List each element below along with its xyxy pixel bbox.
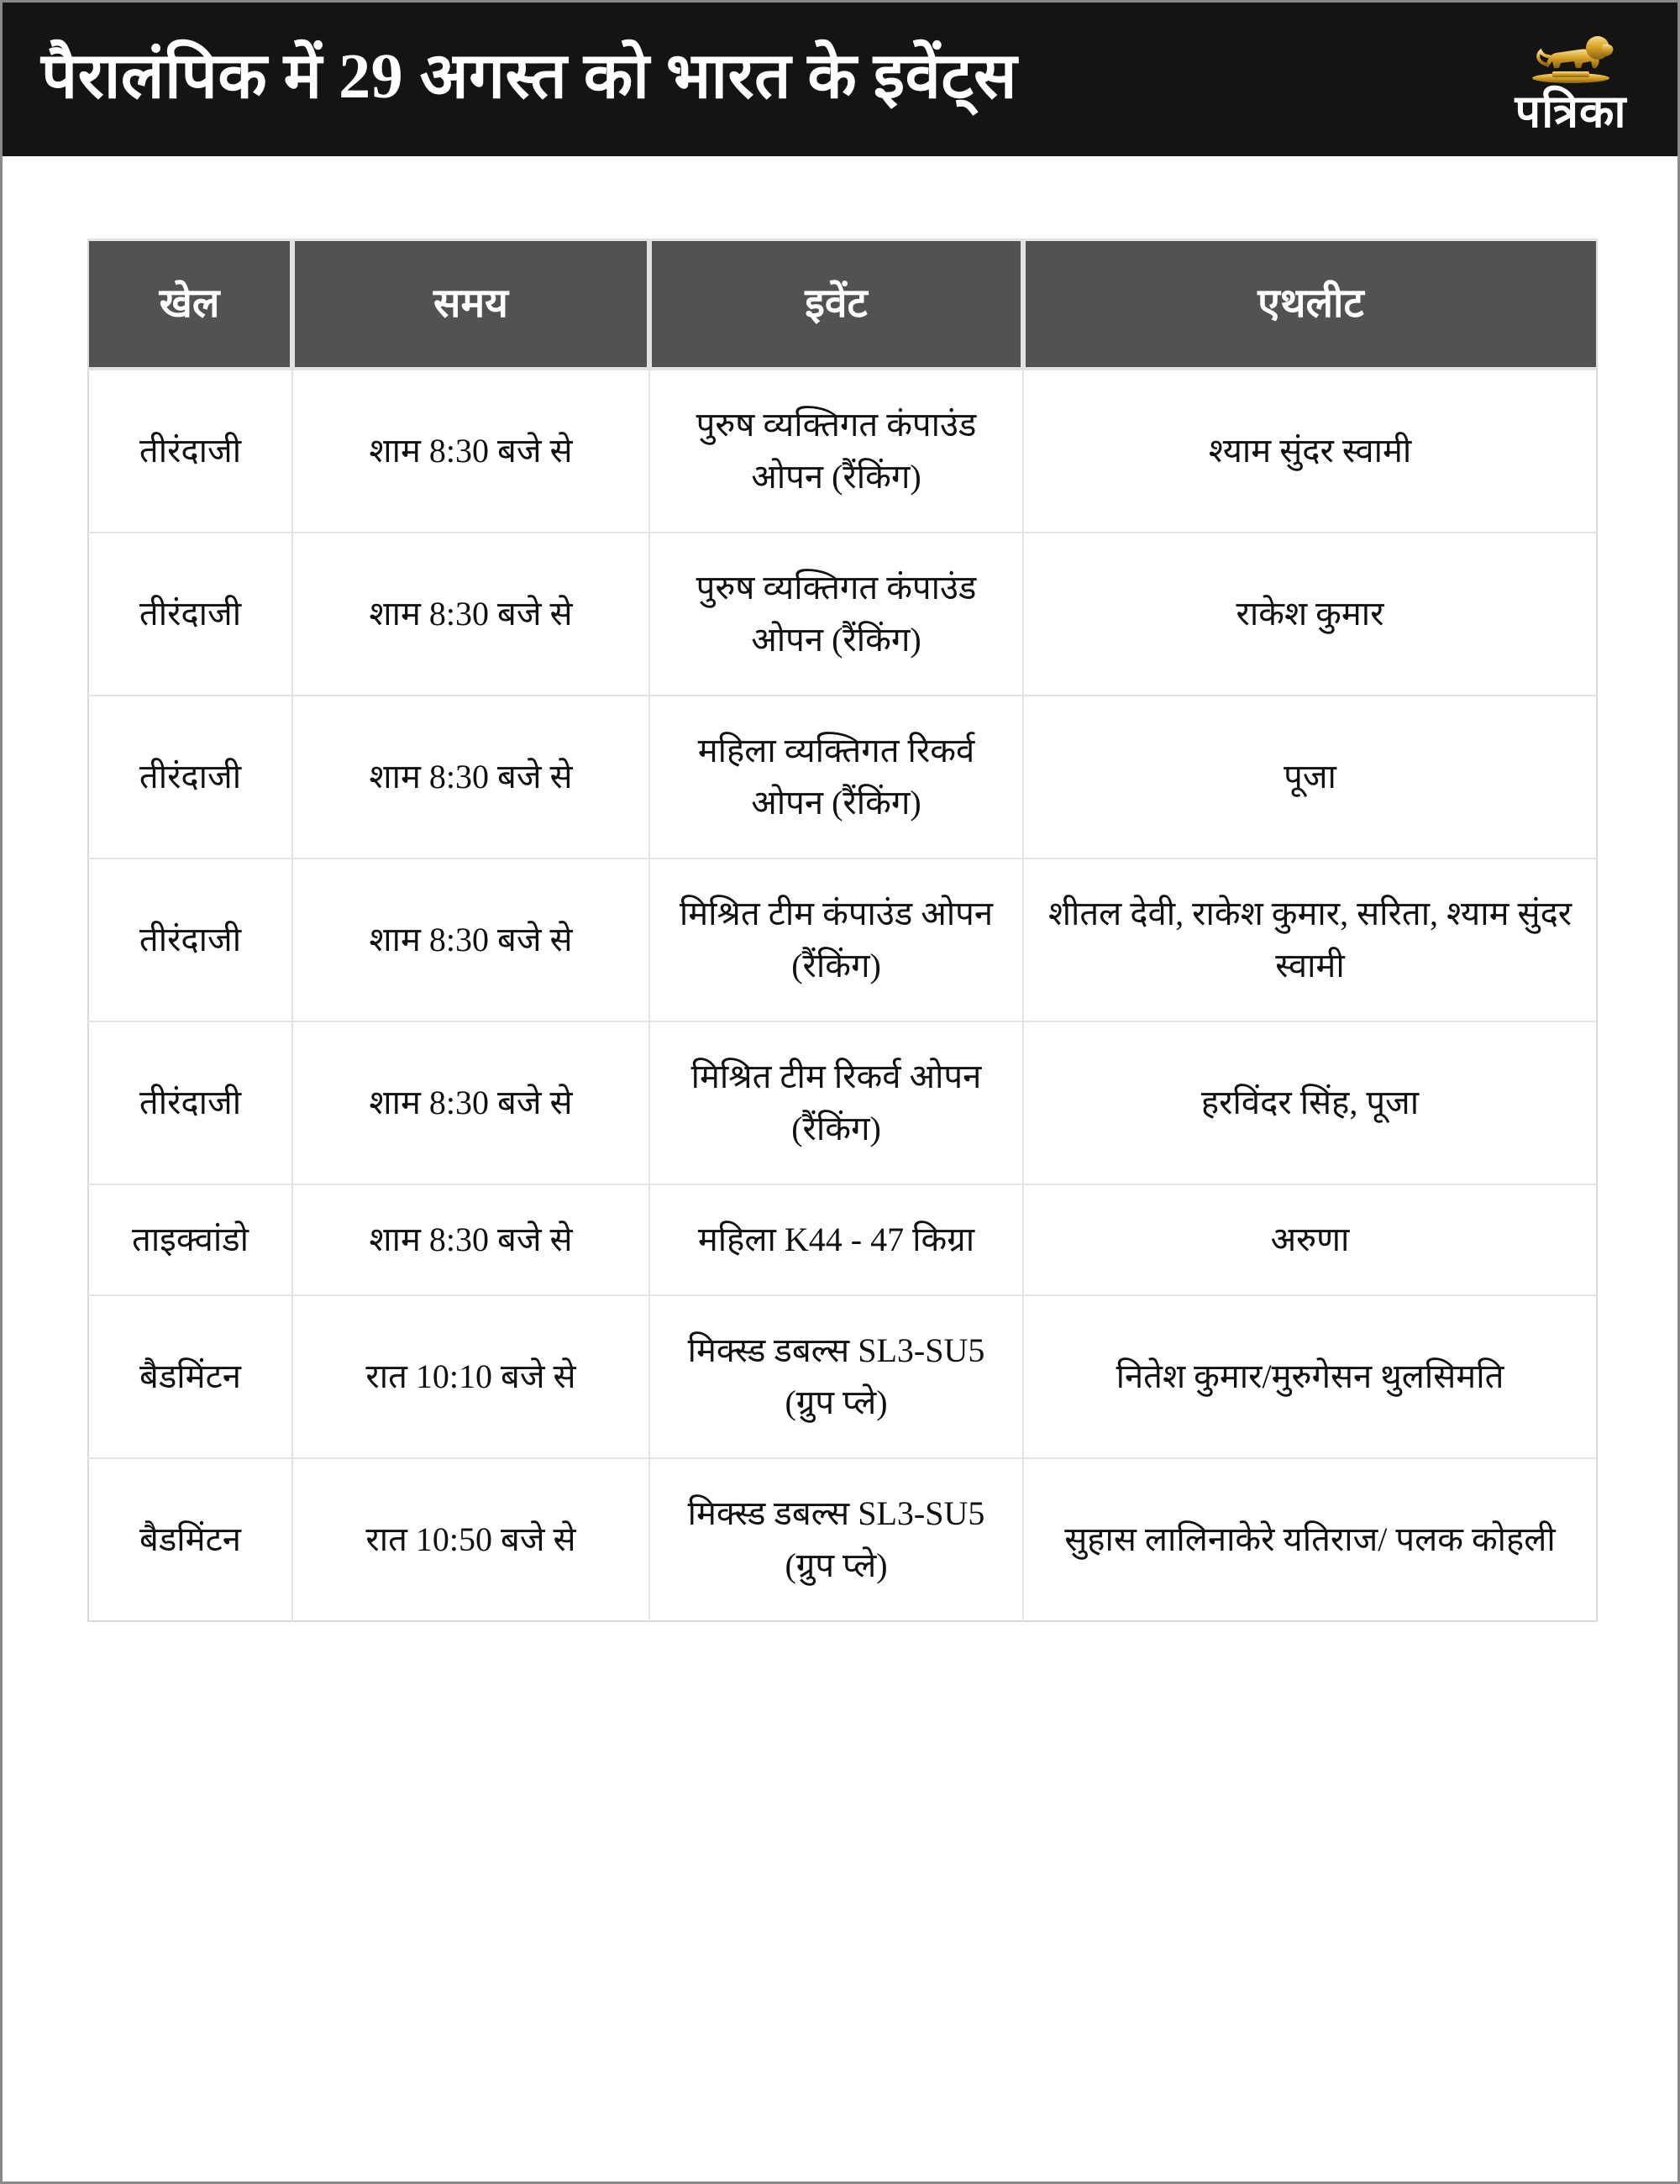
table-row: [87, 696, 1598, 858]
table-row: [87, 1184, 1598, 1295]
lion-emblem-icon: [1520, 26, 1621, 87]
cell-sport: ताइक्वांडो: [87, 1184, 292, 1295]
table-head: [87, 239, 1598, 370]
cell-athlete: सुहास लालिनाकेरे यतिराज/ पलक कोहली: [1023, 1458, 1598, 1622]
schedule-table-container: [3, 156, 1677, 1622]
cell-time: रात 10:50 बजे से: [292, 1458, 649, 1622]
cell-time: शाम 8:30 बजे से: [292, 533, 649, 696]
cell-event: मिश्रित टीम रिकर्व ओपन (रैंकिंग): [649, 1021, 1023, 1184]
cell-athlete: श्याम सुंदर स्वामी: [1023, 370, 1598, 533]
table-row: [87, 858, 1598, 1021]
cell-athlete: राकेश कुमार: [1023, 533, 1598, 696]
cell-time: शाम 8:30 बजे से: [292, 1184, 649, 1295]
table-row: [87, 370, 1598, 533]
cell-event: पुरुष व्यक्तिगत कंपाउंड ओपन (रैंकिंग): [649, 533, 1023, 696]
patrika-logo: [1483, 23, 1659, 136]
cell-sport: तीरंदाजी: [87, 696, 292, 858]
table-row: [87, 1021, 1598, 1184]
cell-athlete: नितेश कुमार/मुरुगेसन थुलसिमति: [1023, 1295, 1598, 1458]
cell-event: मिक्स्ड डबल्स SL3-SU5 (ग्रुप प्ले): [649, 1458, 1023, 1622]
cell-sport: तीरंदाजी: [87, 858, 292, 1021]
cell-sport: तीरंदाजी: [87, 370, 292, 533]
page-title: पैरालंपिक में 29 अगस्त को भारत के इवेंट्स: [41, 40, 1018, 112]
cell-sport: तीरंदाजी: [87, 533, 292, 696]
cell-time: रात 10:10 बजे से: [292, 1295, 649, 1458]
column-header-athlete: एथलीट: [1023, 239, 1598, 370]
page-header: [3, 3, 1677, 156]
cell-event: महिला K44 - 47 किग्रा: [649, 1184, 1023, 1295]
table-row: [87, 533, 1598, 696]
cell-time: शाम 8:30 बजे से: [292, 1021, 649, 1184]
table-row: [87, 1295, 1598, 1458]
table-row: [87, 1458, 1598, 1622]
cell-athlete: हरविंदर सिंह, पूजा: [1023, 1021, 1598, 1184]
logo-wordmark: पत्रिका: [1515, 87, 1627, 138]
table-header-row: [87, 239, 1598, 370]
cell-time: शाम 8:30 बजे से: [292, 370, 649, 533]
cell-athlete: पूजा: [1023, 696, 1598, 858]
cell-event: मिश्रित टीम कंपाउंड ओपन (रैंकिंग): [649, 858, 1023, 1021]
column-header-time: समय: [292, 239, 649, 370]
cell-sport: तीरंदाजी: [87, 1021, 292, 1184]
cell-sport: बैडमिंटन: [87, 1295, 292, 1458]
cell-event: मिक्स्ड डबल्स SL3-SU5 (ग्रुप प्ले): [649, 1295, 1023, 1458]
cell-event: पुरुष व्यक्तिगत कंपाउंड ओपन (रैंकिंग): [649, 370, 1023, 533]
cell-time: शाम 8:30 बजे से: [292, 696, 649, 858]
cell-sport: बैडमिंटन: [87, 1458, 292, 1622]
cell-athlete: अरुणा: [1023, 1184, 1598, 1295]
cell-time: शाम 8:30 बजे से: [292, 858, 649, 1021]
cell-event: महिला व्यक्तिगत रिकर्व ओपन (रैंकिंग): [649, 696, 1023, 858]
column-header-sport: खेल: [87, 239, 292, 370]
cell-athlete: शीतल देवी, राकेश कुमार, सरिता, श्याम सुंदर स्वामी: [1023, 858, 1598, 1021]
table-body: [87, 370, 1598, 1622]
column-header-event: इवेंट: [649, 239, 1023, 370]
schedule-table: [87, 239, 1598, 1622]
